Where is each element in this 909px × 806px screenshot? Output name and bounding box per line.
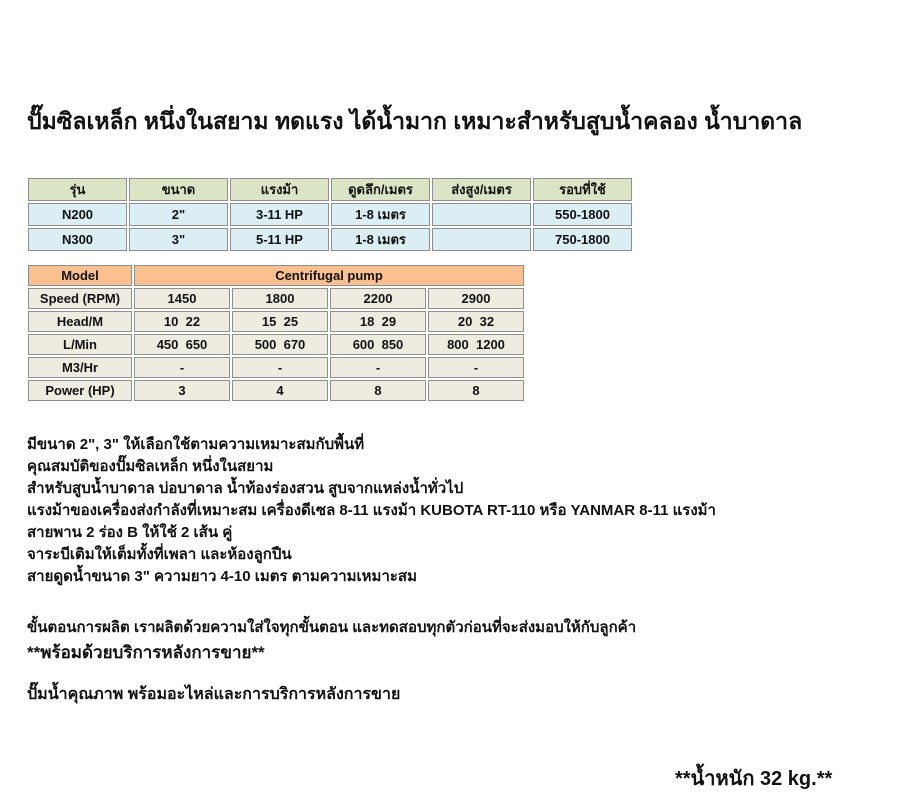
pump-cell: - — [232, 357, 328, 378]
pump-cell: 4 — [232, 380, 328, 401]
pump-cell: 1800 — [232, 288, 328, 309]
pump-cell: 500 670 — [232, 334, 328, 355]
spec-table-row — [28, 203, 632, 226]
spec-header-size: ขนาด — [129, 178, 228, 201]
pump-cell: 600 850 — [330, 334, 426, 355]
pump-row-label: Head/M — [28, 311, 132, 332]
spec-cell: 3-11 HP — [230, 203, 329, 226]
pump-row-label: L/Min — [28, 334, 132, 355]
pump-table-row — [28, 357, 524, 378]
description-block — [27, 434, 716, 588]
description-line: สำหรับสูบน้ำบาดาล บ่อบาดาล น้ำท้องร่องสวน สูบจากแหล่งน้ำทั่วไป — [27, 480, 464, 497]
description-line: แรงม้าของเครื่องส่งกำลังที่เหมาะสม เครื่องดีเซล 8-11 แรงม้า KUBOTA RT-110 หรือ YANMAR 8-11 แรงม้า — [27, 502, 716, 519]
weight-note: **น้ำหนัก 32 kg.** — [675, 768, 833, 790]
pump-cell: 15 25 — [232, 311, 328, 332]
pump-cell: 8 — [428, 380, 524, 401]
pump-table-row — [28, 380, 524, 401]
spec-cell: N300 — [28, 228, 127, 251]
pump-cell: 20 32 — [428, 311, 524, 332]
pump-cell: 2900 — [428, 288, 524, 309]
spec-header-suction-depth: ดูดลึก/เมตร — [331, 178, 430, 201]
pump-cell: 800 1200 — [428, 334, 524, 355]
pump-cell: - — [134, 357, 230, 378]
pump-table-row — [28, 311, 524, 332]
after-sales-note: **พร้อมด้วยบริการหลังการขาย** — [27, 643, 265, 662]
spec-cell: 3" — [129, 228, 228, 251]
page-title: ปั๊มซิลเหล็ก หนึ่งในสยาม ทดแรง ได้น้ำมาก เหมาะสำหรับสูบน้ำคลอง น้ำบาดาล — [27, 108, 803, 134]
pump-performance-table — [26, 263, 526, 403]
spec-header-rpm-range: รอบที่ใช้ — [533, 178, 632, 201]
spec-cell: 1-8 เมตร — [331, 203, 430, 226]
pump-header-model: Model — [28, 265, 132, 286]
spec-cell: 550-1800 — [533, 203, 632, 226]
pump-table-row — [28, 334, 524, 355]
spec-table — [26, 176, 634, 253]
pump-cell: - — [330, 357, 426, 378]
production-note-block — [27, 616, 636, 666]
pump-cell: 10 22 — [134, 311, 230, 332]
description-line: คุณสมบัติของปั๊มซิลเหล็ก หนึ่งในสยาม — [27, 458, 274, 475]
pump-row-label: Speed (RPM) — [28, 288, 132, 309]
pump-table-header-row — [28, 265, 524, 286]
pump-row-label: M3/Hr — [28, 357, 132, 378]
quality-note: ปั๊มน้ำคุณภาพ พร้อมอะไหล่และการบริการหลังการขาย — [27, 686, 401, 703]
pump-cell: 2200 — [330, 288, 426, 309]
spec-cell: 1-8 เมตร — [331, 228, 430, 251]
spec-table-header-row — [28, 178, 632, 201]
spec-cell — [432, 228, 531, 251]
spec-table-row — [28, 228, 632, 251]
pump-cell: 3 — [134, 380, 230, 401]
spec-cell — [432, 203, 531, 226]
spec-cell: 5-11 HP — [230, 228, 329, 251]
pump-header-type: Centrifugal pump — [134, 265, 524, 286]
pump-cell: 8 — [330, 380, 426, 401]
spec-cell: 750-1800 — [533, 228, 632, 251]
pump-cell: 1450 — [134, 288, 230, 309]
pump-cell: 18 29 — [330, 311, 426, 332]
pump-table-row — [28, 288, 524, 309]
pump-row-label: Power (HP) — [28, 380, 132, 401]
spec-cell: 2" — [129, 203, 228, 226]
production-note: ขั้นตอนการผลิต เราผลิตด้วยความใส่ใจทุกขั้นตอน และทดสอบทุกตัวก่อนที่จะส่งมอบให้กับลูกค้า — [27, 619, 637, 636]
pump-cell: - — [428, 357, 524, 378]
description-line: สายดูดน้ำขนาด 3" ความยาว 4-10 เมตร ตามความเหมาะสม — [27, 568, 417, 585]
spec-header-model: รุ่น — [28, 178, 127, 201]
spec-header-horsepower: แรงม้า — [230, 178, 329, 201]
description-line: มีขนาด 2", 3" ให้เลือกใช้ตามความเหมาะสมกับพื้นที่ — [27, 436, 365, 453]
pump-cell: 450 650 — [134, 334, 230, 355]
spec-header-discharge-head: ส่งสูง/เมตร — [432, 178, 531, 201]
spec-cell: N200 — [28, 203, 127, 226]
description-line: จาระบีเติมให้เต็มทั้งที่เพลา และห้องลูกปืน — [27, 546, 292, 563]
description-line: สายพาน 2 ร่อง B ให้ใช้ 2 เส้น คู่ — [27, 524, 233, 541]
